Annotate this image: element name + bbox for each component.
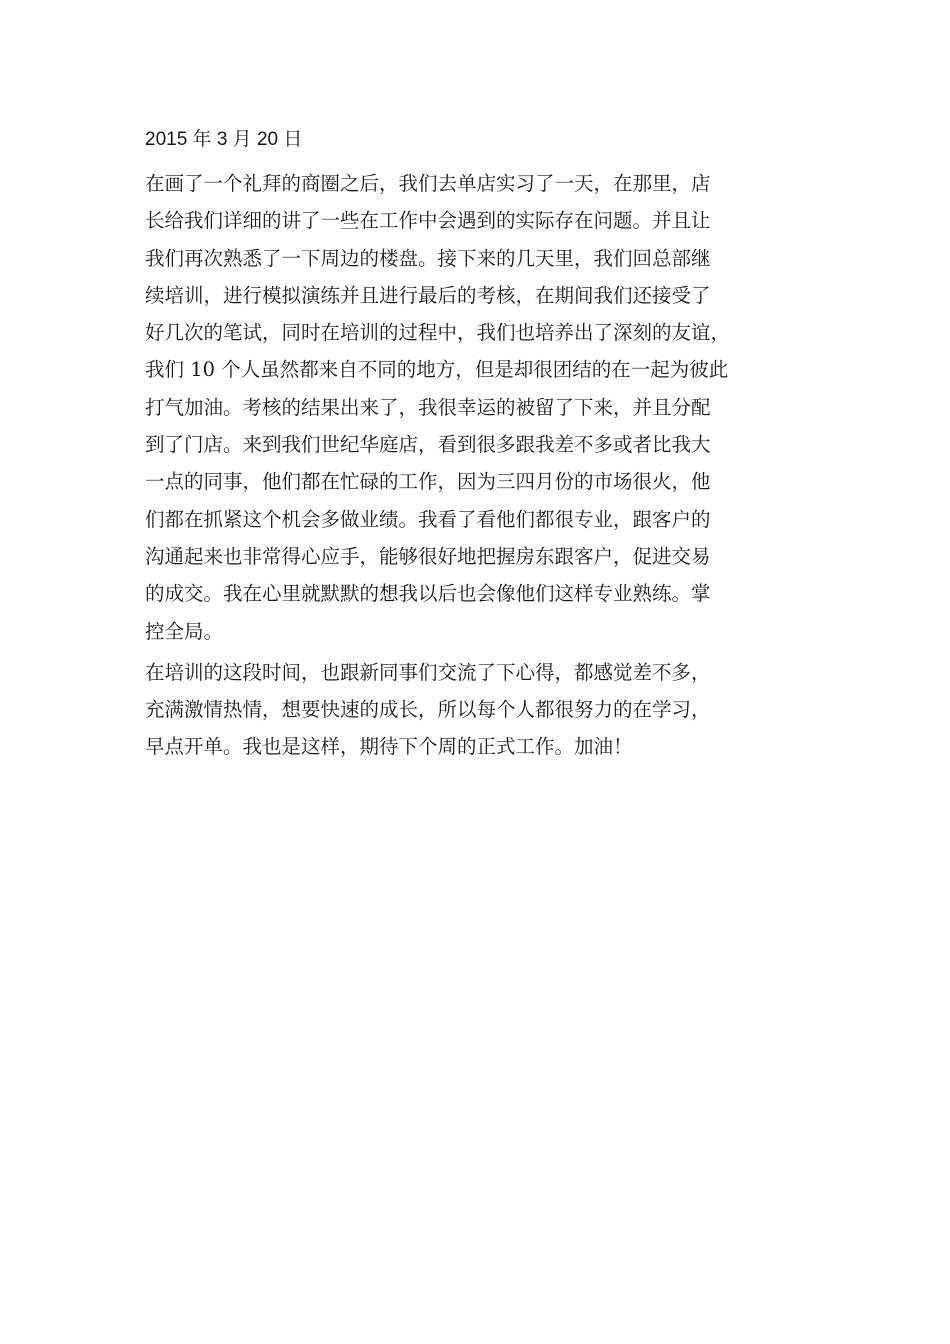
paragraph-line: 控全局。 xyxy=(145,619,224,643)
paragraph-line: 的成交。我在心里就默默的想我以后也会像他们这样专业熟练。掌 xyxy=(145,582,711,606)
paragraph-line: 一点的同事，他们都在忙碌的工作，因为三四月份的市场很火，他 xyxy=(145,470,711,494)
document-body xyxy=(145,125,845,765)
paragraph-line: 长给我们详细的讲了一些在工作中会遇到的实际存在问题。并且让 xyxy=(145,209,711,233)
paragraph-line: 我们再次熟悉了一下周边的楼盘。接下来的几天里，我们回总部继 xyxy=(145,246,711,270)
paragraph-1 xyxy=(145,165,845,650)
paragraph-line: 我们 10 个人虽然都来自不同的地方，但是却很团结的在一起为彼此 xyxy=(145,358,729,382)
paragraph-2 xyxy=(145,654,845,765)
paragraph-line: 早点开单。我也是这样，期待下个周的正式工作。加油！ xyxy=(145,734,633,758)
paragraph-line: 打气加油。考核的结果出来了，我很幸运的被留了下来，并且分配 xyxy=(145,395,711,419)
paragraph-line: 们都在抓紧这个机会多做业绩。我看了看他们都很专业，跟客户的 xyxy=(145,507,711,531)
paragraph-line: 到了门店。来到我们世纪华庭店，看到很多跟我差不多或者比我大 xyxy=(145,433,711,457)
paragraph-line: 在画了一个礼拜的商圈之后，我们去单店实习了一天，在那里，店 xyxy=(145,172,711,195)
paragraph-line: 续培训，进行模拟演练并且进行最后的考核，在期间我们还接受了 xyxy=(145,283,711,307)
paragraph-line: 好几次的笔试，同时在培训的过程中，我们也培养出了深刻的友谊， xyxy=(145,321,731,345)
document-date: 2015 年 3 月 20 日 xyxy=(145,129,303,150)
paragraph-line: 在培训的这段时间，也跟新同事们交流了下心得，都感觉差不多， xyxy=(145,660,711,684)
paragraph-line: 充满激情热情，想要快速的成长，所以每个人都很努力的在学习， xyxy=(145,697,711,721)
paragraph-line: 沟通起来也非常得心应手，能够很好地把握房东跟客户，促进交易 xyxy=(145,544,711,568)
